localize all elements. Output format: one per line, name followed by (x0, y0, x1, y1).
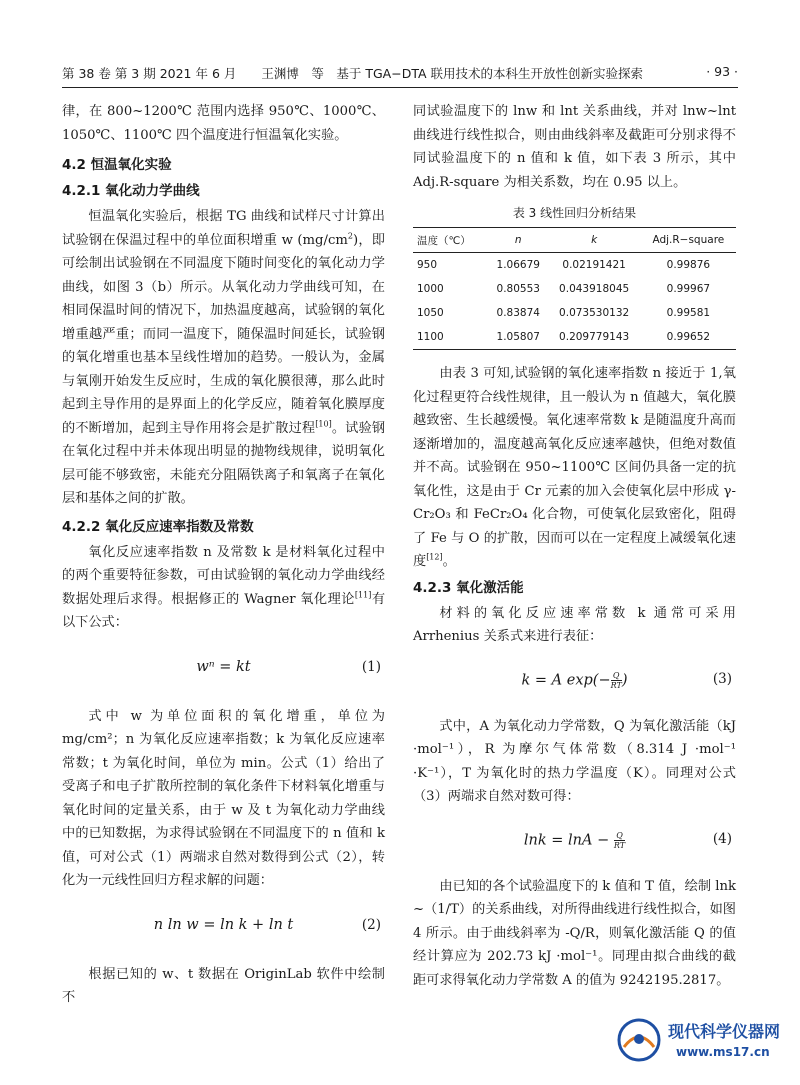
table-cell: 1050 (417, 307, 444, 319)
table-cell: 950 (417, 259, 438, 271)
header-journal-info: 第 38 卷 第 3 期 2021 年 6 月 王渊博 等 基于 TGA−DTA 联用技术的本科生开放性创新实验探索 (62, 66, 644, 81)
watermark (616, 1013, 786, 1073)
table-cell: 1000 (417, 283, 444, 295)
table-cell: 0.209779143 (548, 325, 641, 350)
paragraph: 由已知的各个试验温度下的 k 值和 T 值，绘制 lnk ~（1/T）的关系曲线，对所得曲线进行线性拟合，如图 4 所示。由于曲线斜率为 -Q/R，则氧化激活能 Q 的值经计算应为 202.73 kJ ·mol⁻¹。同理由拟合曲线的截距可求得氧化动力学常数 A 的值为 9242195.2817。 (413, 878, 736, 988)
table-row (413, 301, 736, 325)
table-header-row (413, 228, 736, 253)
paragraph: 式中 w 为单位面积的氧化增重，单位为 mg/cm²；n 为氧化反应速率指数；k 为氧化反应速率常数；t 为氧化时间，单位为 min。公式（1）给出了受离子和电子扩散所控制的氧化条件下材料氧化增重与氧化时间的定量关系，由于 w 及 t 为氧化动力学曲线中的已知数据，为求得试验钢在不同温度下的 n 值和 k 值，可对公式（1）两端求自然对数得到公式（2），转化为一元线性回归方程求解的问题： (62, 708, 385, 888)
table-cell: 0.043918045 (559, 283, 630, 295)
section-heading-4-2-2: 4.2.2 氧化反应速率指数及常数 (62, 518, 254, 535)
table-header-cell: Adj.R−square (641, 228, 736, 253)
paragraph: 氧化反应速率指数 n 及常数 k 是材料氧化过程中的两个重要特征参数，可由试验钢的氧化动力学曲线经数据处理后求得。根据修正的 Wagner 氧化理论[11]有以下公式： (62, 544, 386, 630)
equation-2: n ln w = ln k + ln t (2) (153, 916, 381, 933)
watermark-url: www.ms17.cn (676, 1045, 770, 1059)
table-cell: 0.99967 (666, 283, 711, 295)
left-column (62, 100, 385, 1010)
table-cell: 0.99652 (641, 325, 736, 350)
section-heading-4-2-1: 4.2.1 氧化动力学曲线 (62, 183, 200, 199)
paragraph: 根据已知的 w、t 数据在 OriginLab 软件中绘制不 (62, 966, 385, 1005)
paragraph: 同试验温度下的 lnw 和 lnt 关系曲线，并对 lnw~lnt 曲线进行线性拟合，则由曲线斜率及截距可分别求得不同试验温度下的 n 值和 k 值，如下表 3 所示，其中 Adj.R-square 为相关系数，均在 0.95 以上。 (413, 104, 736, 190)
table-row (413, 277, 736, 301)
right-column (413, 100, 736, 992)
paragraph: 恒温氧化实验后，根据 TG 曲线和试样尺寸计算出试验钢在保温过程中的单位面积增重 w $(mg/cm^2)$，即可绘制出试验钢在不同温度下随时间变化的氧化动力学曲线，如图 3（b）所示。从氧化动力学曲线可知，在相同保温时间的情况下，加热温度越高，试验钢的氧化增重越严重；而同一温度下，随保温时间延长，试验钢的氧化增重也基本呈线性增加的趋势。一般认为，金属与氧刚开始发生反应时，生成的氧化膜很薄，那么此时起到主导作用的是界面上的化学反应，随着氧化膜厚度的不断增加，起到主导作用将会是扩散过程[10]。试验钢在氧化过程中并未体现出明显的抛物线规律，说明氧化层可能不够致密，未能充分阻隔铁离子和氧离子在氧化层和基体之间的扩散。 (62, 209, 386, 506)
equation-1: wⁿ = kt (1) (196, 658, 381, 675)
paragraph: 式中，A 为氧化动力学常数，Q 为氧化激活能（kJ ·mol⁻¹），R 为摩尔气体常数（8.314 J ·mol⁻¹ ·K⁻¹），T 为氧化时的热力学温度（K）。同理对公式（3）两端求自然对数可得： (413, 718, 736, 804)
section-heading-4-2: 4.2 恒温氧化实验 (62, 157, 172, 173)
table-cell: 0.02191421 (562, 259, 626, 271)
table-cell: 0.80553 (496, 283, 540, 295)
table-cell: 0.99876 (666, 259, 711, 271)
table-cell: 0.99581 (666, 307, 711, 319)
table-caption: 表 3 线性回归分析结果 (512, 206, 637, 220)
running-header (62, 64, 738, 86)
citation: [12] (426, 552, 443, 562)
page-number: · 93 · (706, 64, 738, 79)
header-rule (62, 87, 738, 88)
section-heading-4-2-3: 4.2.3 氧化激活能 (413, 579, 524, 596)
table-row (413, 253, 736, 278)
table-header-cell: 温度（℃） (413, 228, 489, 253)
regression-table (413, 227, 736, 350)
table-row (413, 325, 736, 350)
table-cell: 0.073530132 (559, 307, 630, 319)
table-header-cell: k (548, 228, 641, 253)
equation-3: k = A exp(− $\frac{Q}{RT}$ ) (3) (521, 670, 732, 690)
equation-4: lnk = lnA − $\frac{Q}{RT}$ (4) (523, 830, 732, 850)
paragraph: 律，在 800~1200℃ 范围内选择 950℃、1000℃、1050℃、1100℃ 四个温度进行恒温氧化实验。 (62, 104, 385, 143)
watermark-title: 现代科学仪器网 (668, 1022, 781, 1041)
paragraph: 材料的氧化反应速率常数 k 通常可采用 Arrhenius 关系式来进行表征： (413, 605, 736, 644)
table-cell: 0.83874 (496, 307, 540, 319)
paragraph: 由表 3 可知,试验钢的氧化速率指数 n 接近于 1,氧化过程更符合线性规律，且一般认为 n 值越大，氧化膜越致密、生长越缓慢。氧化速率常数 k 是随温度升高而逐渐增加的，温度越高氧化反应速率越快，但绝对数值并不高。试验钢在 950~1100℃ 区间仍具备一定的抗氧化性，这是由于 Cr 元素的加入会使氧化层中形成 γ-Cr₂O₃ 和 FeCr₂O₄ 化合物，可使氧化层致密化，阻碍了 Fe 与 O 的扩散，因而可以在一定程度上减缓氧化速度[12]。 (413, 366, 736, 569)
table-header-cell: n (489, 228, 548, 253)
table-cell: 1.05807 (489, 325, 548, 350)
table-cell: 1100 (413, 325, 489, 350)
table-cell: 1.06679 (496, 259, 540, 271)
citation: [11] (354, 590, 372, 600)
watermark-logo-icon (616, 1017, 662, 1063)
citation: [10] (315, 419, 332, 429)
